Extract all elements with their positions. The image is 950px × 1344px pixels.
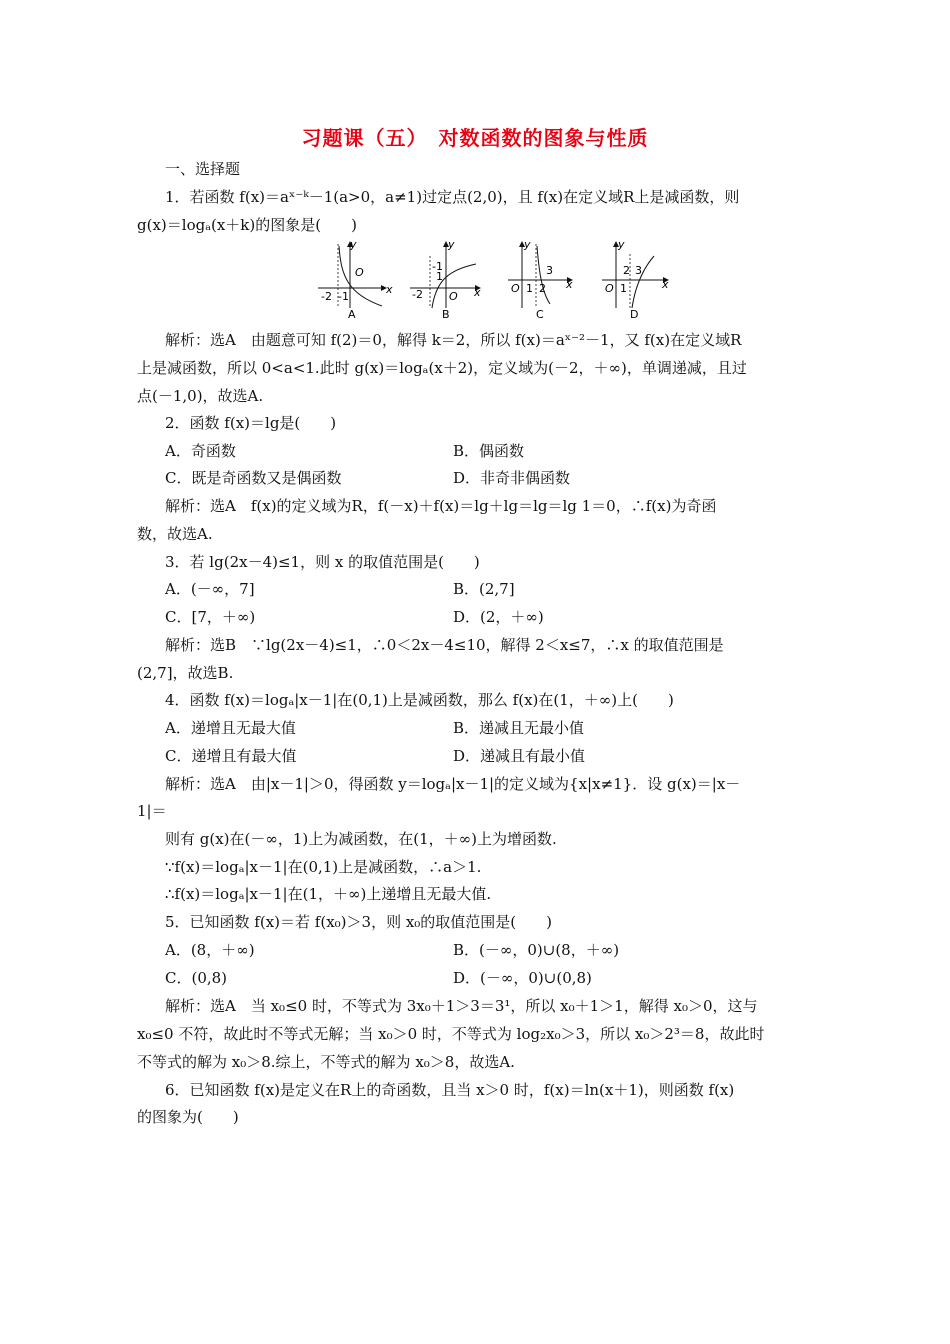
q5-analysis-line-1: 解析：选A 当 x₀≤0 时，不等式为 3x₀＋1＞3＝3¹，所以 x₀＋1＞1，解得 x₀＞0，这与 <box>165 997 758 1015</box>
q4-analysis-line-1: 解析：选A 由|x－1|＞0，得函数 y＝logₐ|x－1|的定义域为{x|x≠1}．设 g(x)＝|x－ <box>165 775 741 793</box>
q2-stem: 2．函数 f(x)＝lg是( ) <box>165 414 337 432</box>
graph-c-tick: 1 <box>526 282 533 295</box>
graph-d-x-label: x <box>662 278 669 291</box>
graph-b-y-label: y <box>448 238 455 251</box>
graph-d-origin: O <box>605 282 614 295</box>
graph-d-tick: 1 <box>620 282 627 295</box>
graph-b-tick: 1 <box>436 270 443 283</box>
graph-c-caption: C <box>536 308 544 320</box>
q4-option-d: D．递减且有最小值 <box>453 747 586 765</box>
graph-a-tick: -2 <box>321 290 332 303</box>
page-title: 习题课（五） 对数函数的图象与性质 <box>301 126 649 150</box>
q2-option-a: A．奇函数 <box>165 442 236 460</box>
q4-analysis-line-4: ∵f(x)＝logₐ|x－1|在(0,1)上是减函数，∴a＞1. <box>165 858 482 876</box>
graph-a-caption: A <box>348 308 356 320</box>
q2-option-c: C．既是奇函数又是偶函数 <box>165 469 342 487</box>
graph-b-x-label: x <box>474 286 481 299</box>
graph-c-origin: O <box>511 282 520 295</box>
q3-option-d: D．(2，＋∞) <box>453 608 544 626</box>
q4-analysis-line-2: 1|＝ <box>137 802 167 820</box>
q1-stem-line-1: 1．若函数 f(x)＝aˣ⁻ᵏ－1(a>0，a≠1)过定点(2,0)，且 f(x)在定义域R上是减函数，则 <box>165 188 740 206</box>
q4-stem: 4．函数 f(x)＝logₐ|x－1|在(0,1)上是减函数，那么 f(x)在(1，＋∞)上( ) <box>165 691 674 709</box>
q5-option-d: D．(－∞，0)∪(0,8) <box>453 969 592 987</box>
graph-d-tick: 2 <box>623 264 630 277</box>
q2-option-b: B．偶函数 <box>453 442 525 460</box>
q2-option-d: D．非奇非偶函数 <box>453 469 571 487</box>
q2-analysis-line-1: 解析：选A f(x)的定义域为R，f(－x)＋f(x)＝lg＋lg＝lg＝lg 1＝0，∴f(x)为奇函 <box>165 497 717 515</box>
section-heading: 一、选择题 <box>165 160 241 178</box>
q4-analysis-line-5: ∴f(x)＝logₐ|x－1|在(1，＋∞)上递增且无最大值. <box>165 885 492 903</box>
graph-a-y-label: y <box>350 238 357 251</box>
q1-analysis-line-1: 解析：选A 由题意可知 f(2)＝0，解得 k＝2，所以 f(x)＝aˣ⁻²－1，又 f(x)在定义域R <box>165 331 742 349</box>
graph-a-origin: O <box>355 266 364 279</box>
q1-option-graphs <box>310 236 680 320</box>
graph-b-tick: -2 <box>412 288 423 301</box>
q5-option-a: A．(8，＋∞) <box>165 941 255 959</box>
graph-d-y-label: y <box>618 238 625 251</box>
graph-d-caption: D <box>630 308 639 320</box>
q5-analysis-line-3: 不等式的解为 x₀＞8.综上，不等式的解为 x₀＞8，故选A. <box>137 1053 515 1071</box>
q3-option-c: C．[7，＋∞) <box>165 608 256 626</box>
q3-analysis-line-2: (2,7]，故选B. <box>137 664 234 682</box>
q1-stem-line-2: g(x)＝logₐ(x＋k)的图象是( ) <box>137 216 357 234</box>
graph-c-tick: 2 <box>539 282 546 295</box>
q1-analysis-line-3: 点(－1,0)，故选A. <box>137 387 264 405</box>
graph-a-x-label: x <box>386 283 393 296</box>
graph-a <box>318 238 393 320</box>
q2-analysis-line-2: 数，故选A. <box>137 525 213 543</box>
graph-a-tick: -1 <box>338 290 349 303</box>
q3-option-b: B．(2,7] <box>453 580 515 598</box>
q3-analysis-line-1: 解析：选B ∵lg(2x－4)≤1，∴0＜2x－4≤10，解得 2＜x≤7，∴x 的取值范围是 <box>165 636 724 654</box>
graph-b-origin: O <box>449 290 458 303</box>
q4-option-a: A．递增且无最大值 <box>165 719 296 737</box>
graph-c <box>508 238 573 320</box>
q3-option-a: A．(－∞，7] <box>165 580 255 598</box>
q6-stem-line-1: 6．已知函数 f(x)是定义在R上的奇函数，且当 x＞0 时，f(x)＝ln(x＋1)，则函数 f(x) <box>165 1081 735 1099</box>
q5-analysis-line-2: x₀≤0 不符，故此时不等式无解；当 x₀＞0 时，不等式为 log₂x₀＞3，所以 x₀＞2³＝8，故此时 <box>137 1025 765 1043</box>
q3-stem: 3．若 lg(2x－4)≤1，则 x 的取值范围是( ) <box>165 553 480 571</box>
q4-option-b: B．递减且无最小值 <box>453 719 585 737</box>
graph-d <box>602 238 669 320</box>
graph-c-y-label: y <box>524 238 531 251</box>
graph-c-x-label: x <box>566 278 573 291</box>
graph-b <box>410 238 481 320</box>
q6-stem-line-2: 的图象为( ) <box>137 1108 239 1126</box>
q4-analysis-line-3: 则有 g(x)在(－∞，1)上为减函数，在(1，＋∞)上为增函数. <box>165 830 557 848</box>
q1-analysis-line-2: 上是减函数，所以 0<a<1.此时 g(x)＝logₐ(x＋2)，定义域为(－2，＋∞)，单调递减，且过 <box>137 359 747 377</box>
q5-stem: 5．已知函数 f(x)＝若 f(x₀)＞3，则 x₀的取值范围是( ) <box>165 913 553 931</box>
graph-b-tick: -1 <box>432 260 443 273</box>
q4-option-c: C．递增且有最大值 <box>165 747 297 765</box>
q5-option-b: B．(－∞，0)∪(8，＋∞) <box>453 941 620 959</box>
graph-b-caption: B <box>442 308 450 320</box>
q5-option-c: C．(0,8) <box>165 969 228 987</box>
graph-d-tick: 3 <box>635 264 642 277</box>
graph-c-tick: 3 <box>546 264 553 277</box>
